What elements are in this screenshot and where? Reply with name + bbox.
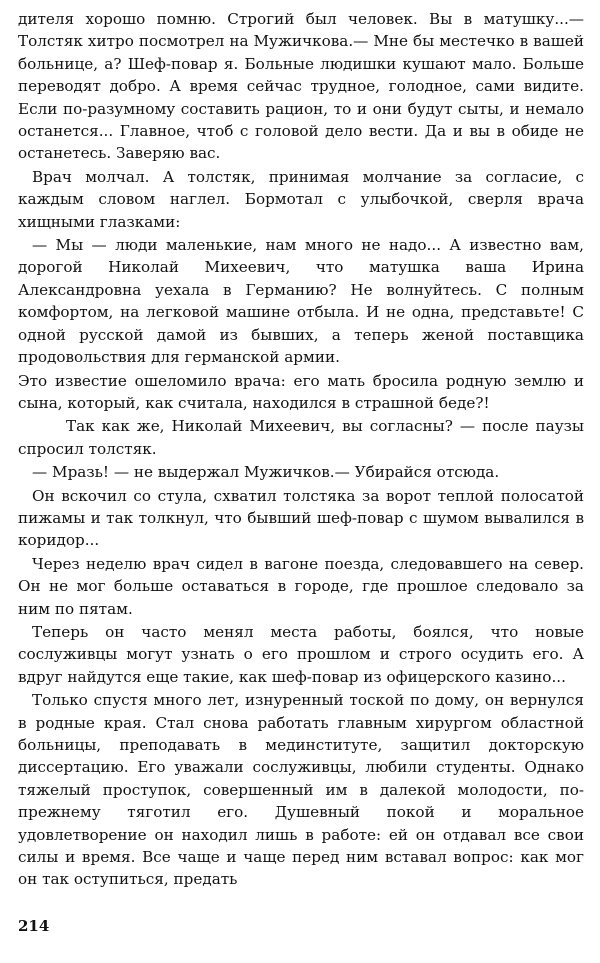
paragraph-6: — Мразь! — не выдержал Мужичков.— Убирайся отсюда. [32, 463, 500, 482]
page-body [18, 8, 584, 892]
paragraph-2: Врач молчал. А толстяк, принимая молчание за согласие, с каждым словом наглел. Бормотал с улыбочкой, сверля врача хищными глазками: [18, 167, 584, 231]
paragraph-3: — Мы — люди маленькие, нам много не надо... А известно вам, дорогой Николай Михеевич, что матушка ваша Ирина Александровна уехала в Германию? Не волнуйтесь. С полным комфортом, на легковой машине отбыла. И не одна, представьте! С одной русской дамой из бывших, а теперь женой поставщика продовольствия для германской армии. [18, 236, 584, 367]
page-number: 214 [18, 917, 50, 935]
paragraph-7: Он вскочил со стула, схватил толстяка за ворот теплой полосатой пижамы и так толкнул, что бывший шеф-повар с шумом вывалился в коридор... [18, 486, 584, 550]
paragraph-4: Это известие ошеломило врача: его мать бросила родную землю и сына, который, как считала, находился в страшной беде?! [18, 371, 584, 412]
paragraph-9: Теперь он часто менял места работы, боялся, что новые сослуживцы могут узнать о его прошлом и строго осудить его. А вдруг найдутся еще такие, как шеф-повар из офицерского казино... [18, 622, 584, 686]
paragraph-10: Только спустя много лет, изнуренный тоской по дому, он вернулся в родные края. Стал снова работать главным хирургом областной больницы, преподавать в мединституте, защитил докторскую диссертацию. Его уважали сослуживцы, любили студенты. Однако тяжелый проступок, совершенный им в далекой молодости, по-прежнему тяготил его. Душевный покой и моральное удовлетворение он находил лишь в работе: ей он отдавал все свои силы и время. Все чаще и чаще перед ним вставал вопрос: как мог он так оступиться, предать [18, 691, 584, 889]
paragraph-5: Так как же, Николай Михеевич, вы согласны? — после паузы спросил толстяк. [18, 417, 584, 458]
paragraph-1: дителя хорошо помню. Строгий был человек. Вы в матушку...— Толстяк хитро посмотрел на Мужичкова.— Мне бы местечко в вашей больнице, а? Шеф-повар я. Больные людишки кушают мало. Больше переводят добро. А время сейчас трудное, голодное, сами видите. Если по-разумному составить рацион, то и они будут сыты, и немало останется... Главное, чтоб с головой дело вести. Да и вы в обиде не останетесь. Заверяю вас. [18, 10, 584, 163]
paragraph-8: Через неделю врач сидел в вагоне поезда, следовавшего на север. Он не мог больше оставаться в городе, где прошлое следовало за ним по пятам. [18, 554, 584, 618]
